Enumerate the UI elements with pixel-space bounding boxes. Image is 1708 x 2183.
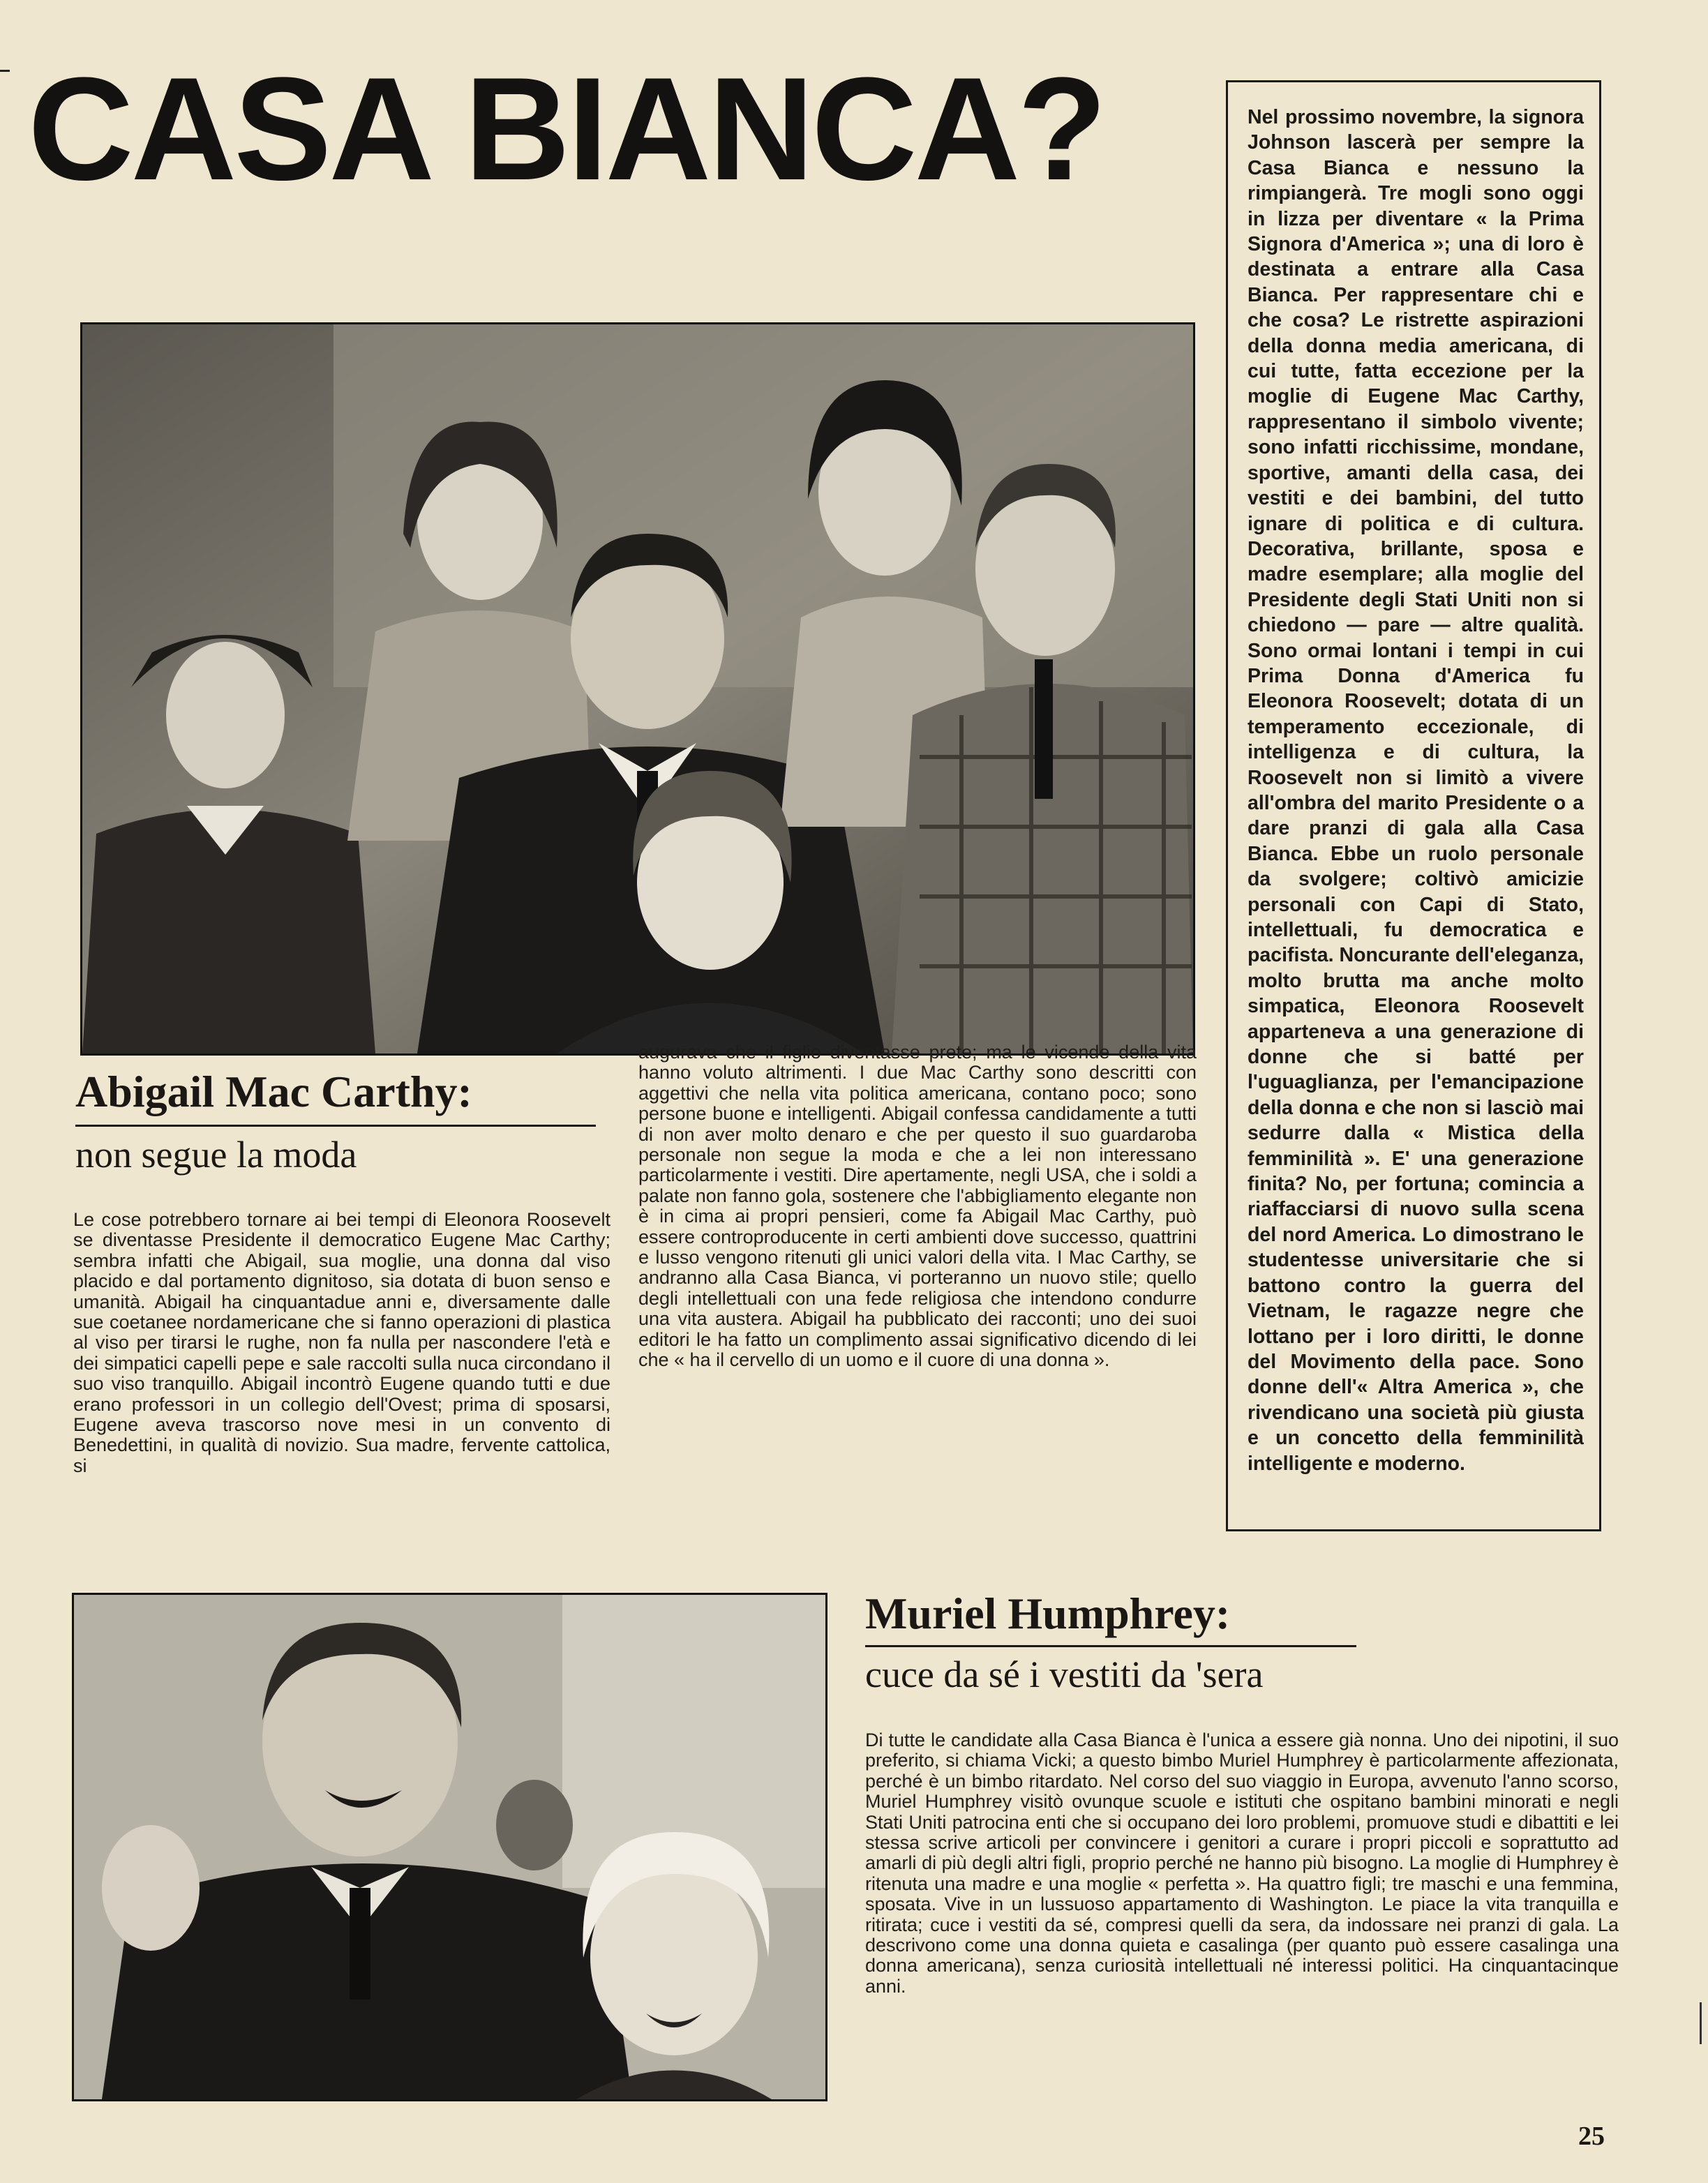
mccarthy-family-photo — [80, 322, 1195, 1056]
sidebar-box — [1226, 80, 1601, 1531]
section2-subheading: cuce da sé i vestiti da 'sera — [865, 1653, 1264, 1695]
page-number: 25 — [1578, 2122, 1605, 2151]
page-headline: CASA BIANCA? — [28, 47, 1104, 211]
sidebar-text: Nel prossimo novembre, la signora Johnson lascerà per sempre la Casa Bianca e nessuno la rimpiangerà. Tre mogli sono oggi in lizza per diventare « la Prima Signora d'America »; una di loro è destinata a entrare alla Casa Bianca. Per rappresentare chi e che cosa? Le ristrette aspirazioni della donna media americana, di cui tutte, fatta eccezione per la moglie di Eugene Mac Carthy, rappresentano il simbolo vivente; sono infatti ricchissime, mondane, sportive, amanti della casa, dei vestiti e dei bambini, del tutto ignare di politica e di cultura. Decorativa, brillante, sposa e madre esemplare; alla moglie del Presidente degli Stati Uniti non si chiedono — pare — altre qualità. Sono ormai lontani i tempi in cui Prima Donna d'America fu Eleonora Roosevelt; dotata di un temperamento eccezionale, di intelligenza e di cultura, la Roosevelt non si limitò a vivere all'ombra del marito Presidente o a dare pranzi di gala alla Casa Bianca. Ebbe un ruolo personale da svolgere; coltivò amicizie personali con Capi di Stato, intellettuali, fu democratica e pacifista. Noncurante dell'eleganza, molto brutta ma anche molto simpatica, Eleonora Roosevelt apparteneva a una generazione di donne che si batté per l'uguaglianza, per l'emancipazione della donna e che non si lasciò mai sedurre dalla « Mistica della femminilità ». E' una generazione finita? No, per fortuna; comincia a riaffacciarsi di nuovo sulla scena del nord America. Lo dimostrano le studentesse universitarie che si battono contro la guerra del Vietnam, le ragazze negre che lottano per i loro diritti, le donne del Movimento della pace. Sono donne dell'« Altra America », che rivendicano una società più giusta e un concetto della femminilità intelligente e moderno. — [1248, 106, 1584, 1475]
section2-rule — [865, 1645, 1356, 1647]
page-edge-mark — [0, 70, 10, 72]
section1-column-1: Le cose potrebbero tornare ai bei tempi di Eleonora Roosevelt se diventasse Presidente il democratico Eugene Mac Carthy; sembra infatti che Abigail, sua moglie, una donna dal viso placido e dal portamento dignitoso, sia dotata di buon senso e umanità. Abigail ha cinquantadue anni e, diversamente dalle sue coetanee nordamericane che si fanno operazioni di plastica al viso per tirarsi le rughe, non fa nulla per nascondere l'età e dei simpatici capelli pepe e sale raccolti sulla nuca circondano il suo viso tranquillo. Abigail incontrò Eugene quando tutti e due erano professori in un collegio dell'Ovest; prima di sposarsi, Eugene aveva trascorso nove mesi in un convento di Benedettini, in qualità di novizio. Sua madre, fervente cattolica, si — [73, 1209, 610, 1476]
humphrey-photo — [72, 1593, 827, 2101]
section2-body: Di tutte le candidate alla Casa Bianca è l'unica a essere già nonna. Uno dei nipotini, il suo preferito, si chiama Vicki; a questo bimbo Muriel Humphrey è particolarmente affezionata, perché è un bimbo ritardato. Nel corso del suo viaggio in Europa, avvenuto l'anno scorso, Muriel Humphrey visitò ovunque scuole e istituti che ospitano bambini minorati e negli Stati Uniti patrocina enti che si occupano dei loro problemi, promuove studi e dibattiti e lei stessa scrive articoli per convincere i genitori a curare i propri piccoli e soprattutto ad amarli di più degli altri figli, proprio perché ne hanno più bisogno. La moglie di Humphrey è ritenuta una madre e una moglie « perfetta ». Ha quattro figli; tre maschi e una femmina, sposata. Vive in un lussuoso appartamento di Washington. Le piace la vita tranquilla e ritirata; cuce i vestiti da sé, compresi quelli da sera, da indossare nei pranzi di gala. La descrivono come una donna quieta e casalinga (per quanto può essere casalinga una donna americana), senza curiosità intellettuali né interessi politici. Ha cinquantacinque anni. — [865, 1730, 1619, 1997]
section1-subheading: non segue la moda — [75, 1134, 357, 1176]
page-edge-tick — [1700, 2002, 1702, 2044]
section1-column-2: augurava che il figlio diventasse prete; ma le vicende della vita hanno voluto altrimenti. I due Mac Carthy sono descritti con aggettivi che nella vita politica americana, contano poco; sono persone buone e intelligenti. Abigail confessa candidamente a tutti di non aver molto denaro e che per questo il suo guardaroba personale non segue la moda e che a lei non interessano particolarmente i vestiti. Dire apertamente, negli USA, che i soldi a palate non fanno gola, sostenere che l'abbigliamento elegante non è in cima ai propri pensieri, come fa Abigail Mac Carthy, può essere controproducente in certi ambienti dove successo, quattrini e lusso vengono ritenuti gli unici valori della vita. I Mac Carthy, se andranno alla Casa Bianca, vi porteranno un nuovo stile; quello degli intellettuali con una fede religiosa che intendono condurre una vita austera. Abigail ha pubblicato dei racconti; uno dei suoi editori le ha fatto un complimento assai significativo dicendo di lei che « ha il cervello di un uomo e il cuore di una donna ». — [638, 1042, 1197, 1371]
section2-heading: Muriel Humphrey: — [865, 1589, 1231, 1638]
section1-rule — [75, 1125, 596, 1127]
section1-heading: Abigail Mac Carthy: — [75, 1067, 472, 1116]
